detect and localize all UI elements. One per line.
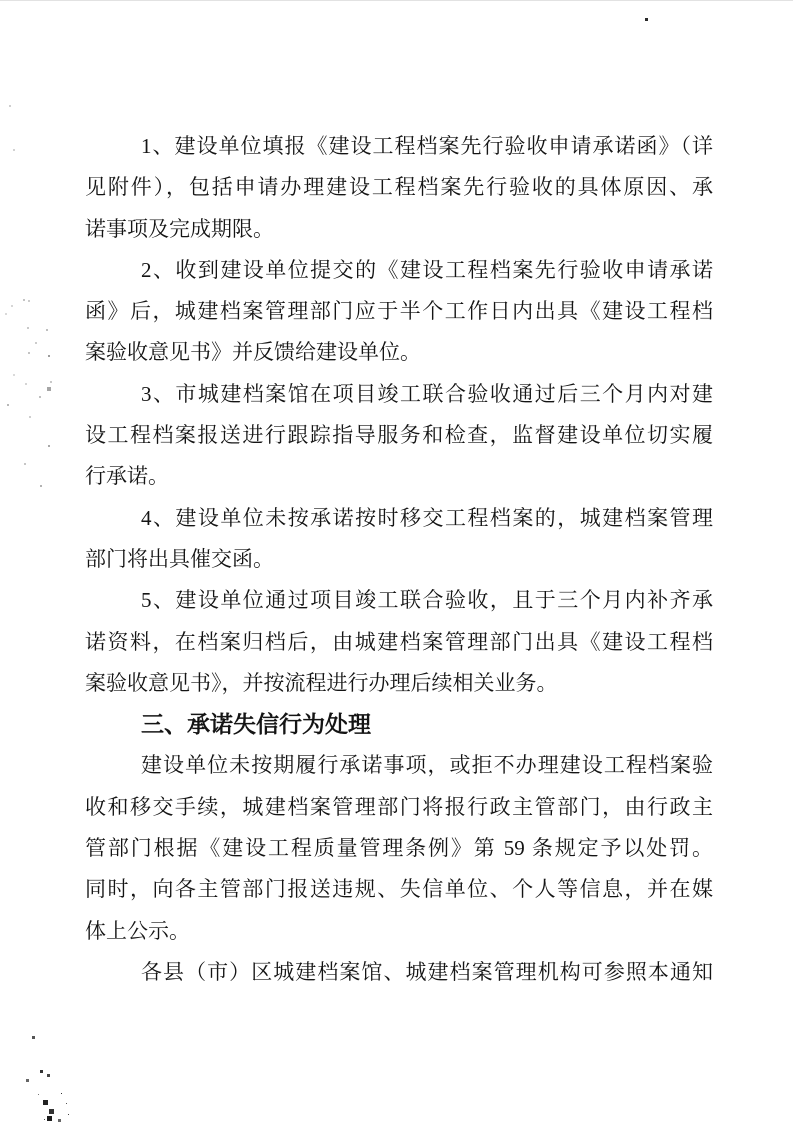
- text-line: 案验收意见书》，并按流程进行办理后续相关业务。: [85, 670, 558, 695]
- text-line: 管部门根据《建设工程质量管理条例》第 59 条规定予以处罚。: [85, 836, 713, 861]
- text-line: 部门将出具催交函。: [85, 546, 274, 571]
- text-line: 体上公示。: [85, 918, 190, 943]
- text-line: 3、市城建档案馆在项目竣工联合验收通过后三个月内对建: [141, 381, 713, 406]
- text-line: 行承诺。: [85, 464, 169, 489]
- text-line: 2、收到建设单位提交的《建设工程档案先行验收申请承诺: [141, 257, 713, 282]
- text-line: 同时，向各主管部门报送违规、失信单位、个人等信息，并在媒: [85, 877, 713, 902]
- text-line: 收和移交手续，城建档案管理部门将报行政主管部门，由行政主: [85, 794, 713, 819]
- text-line: 5、建设单位通过项目竣工联合验收，且于三个月内补齐承: [141, 588, 713, 613]
- text-line: 1、建设单位填报《建设工程档案先行验收申请承诺函》（详: [141, 134, 713, 158]
- text-line: 设工程档案报送进行跟踪指导服务和检查，监督建设单位切实履: [85, 423, 713, 448]
- text-line: 诺资料，在档案归档后，由城建档案管理部门出具《建设工程档: [85, 629, 713, 654]
- scan-edge-artifact: [0, 0, 793, 1]
- document-text-block: [85, 126, 713, 993]
- text-line: 函》后，城建档案管理部门应于半个工作日内出具《建设工程档: [85, 299, 713, 324]
- scan-speckle-bottom-left: [40, 1070, 43, 1073]
- text-line: 诺事项及完成期限。: [85, 216, 274, 241]
- text-line: 各县（市）区城建档案馆、城建档案管理机构可参照本通知: [141, 959, 713, 984]
- text-line: 案验收意见书》并反馈给建设单位。: [85, 340, 421, 365]
- text-line: 建设单位未按期履行承诺事项，或拒不办理建设工程档案验: [141, 753, 713, 778]
- text-line: 见附件），包括申请办理建设工程档案先行验收的具体原因、承: [85, 175, 713, 200]
- text-line: 三、承诺失信行为处理: [141, 711, 371, 738]
- scan-speckle-left-margin: [23, 299, 25, 301]
- text-line: 4、建设单位未按承诺按时移交工程档案的，城建档案管理: [141, 505, 713, 530]
- scan-speckle-top-right: [645, 18, 648, 21]
